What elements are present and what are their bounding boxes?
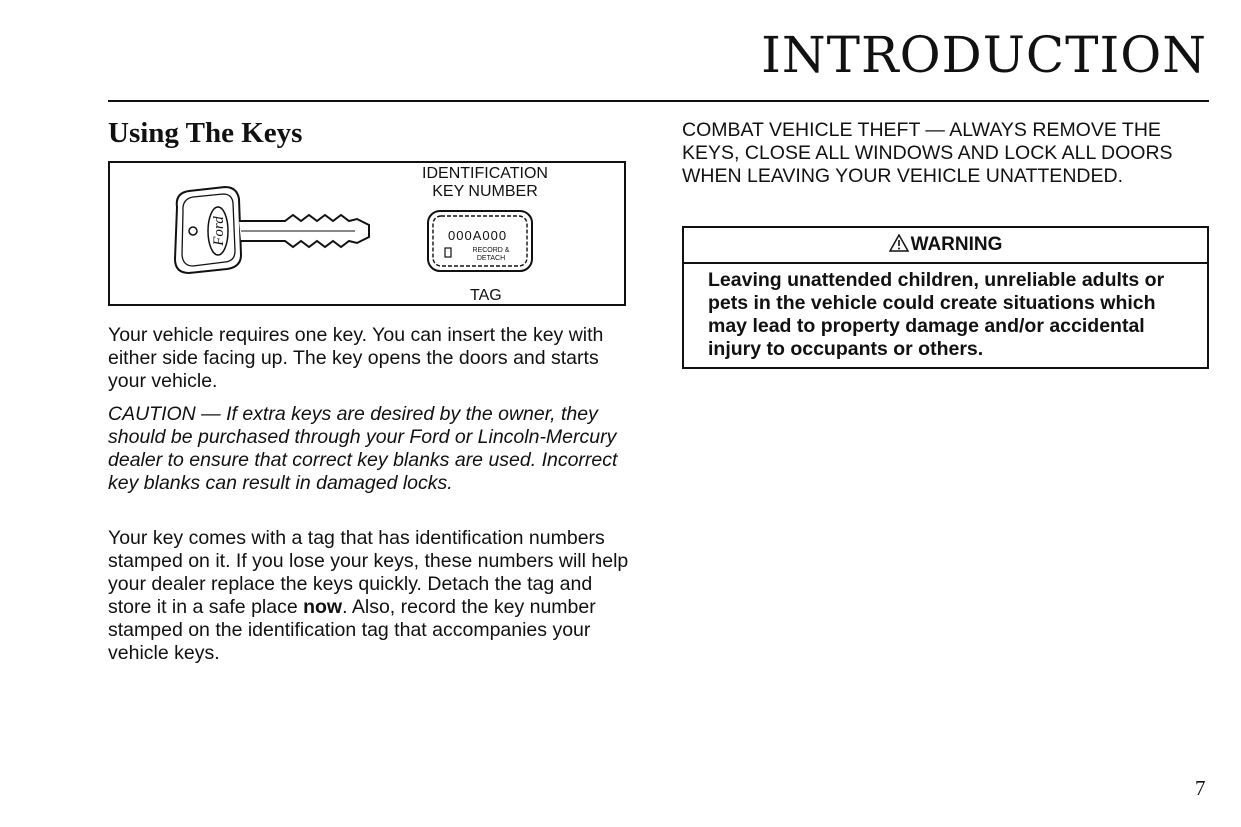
warning-text: Leaving unattended children, unreliable adults or pets in the vehicle could create situations which may lead to property damage and/or accidental injury to occupants or others. [708, 269, 1165, 360]
warning-header [684, 228, 1207, 264]
page-number: 7 [1195, 776, 1206, 800]
key-illustration [165, 185, 415, 275]
theft-notice: COMBAT VEHICLE THEFT — ALWAYS REMOVE THE KEYS, CLOSE ALL WINDOWS AND LOCK ALL DOORS WHEN LEAVING YOUR VEHICLE UNATTENDED. [682, 119, 1173, 187]
tag-label: TAG [470, 287, 502, 304]
header-rule [108, 100, 1209, 102]
key-logo-text: Ford [211, 216, 227, 246]
section-heading: Using The Keys [108, 117, 303, 149]
warning-title: WARNING [910, 234, 1003, 255]
warning-triangle-icon [889, 234, 909, 252]
tag-number: 000A000 [448, 228, 508, 243]
caution-paragraph: CAUTION — If extra keys are desired by the owner, they should be purchased through your Ford or Lincoln-Mercury dealer to ensure that correct key blanks are used. Incorrect key blanks can result in damaged locks. [108, 403, 618, 494]
tag-record-text: RECORD & DETACH [472, 247, 510, 262]
key-paragraph: Your vehicle requires one key. You can insert the key with either side facing up. The key opens the doors and starts your vehicle. [108, 324, 604, 392]
key-figure [108, 161, 626, 306]
identification-label: IDENTIFICATION KEY NUMBER [422, 165, 548, 200]
warning-box [682, 226, 1209, 369]
emphasis-now: now [303, 596, 343, 618]
page-title: INTRODUCTION [761, 26, 1207, 84]
key-tag-paragraph: Your key comes with a tag that has identification numbers stamped on it. If you lose your keys, these numbers will help your dealer replace the keys quickly. Detach the tag and store it in a safe place now. Also, record the key number stamped on the identification tag that accompanies your vehicle keys. [108, 527, 629, 664]
